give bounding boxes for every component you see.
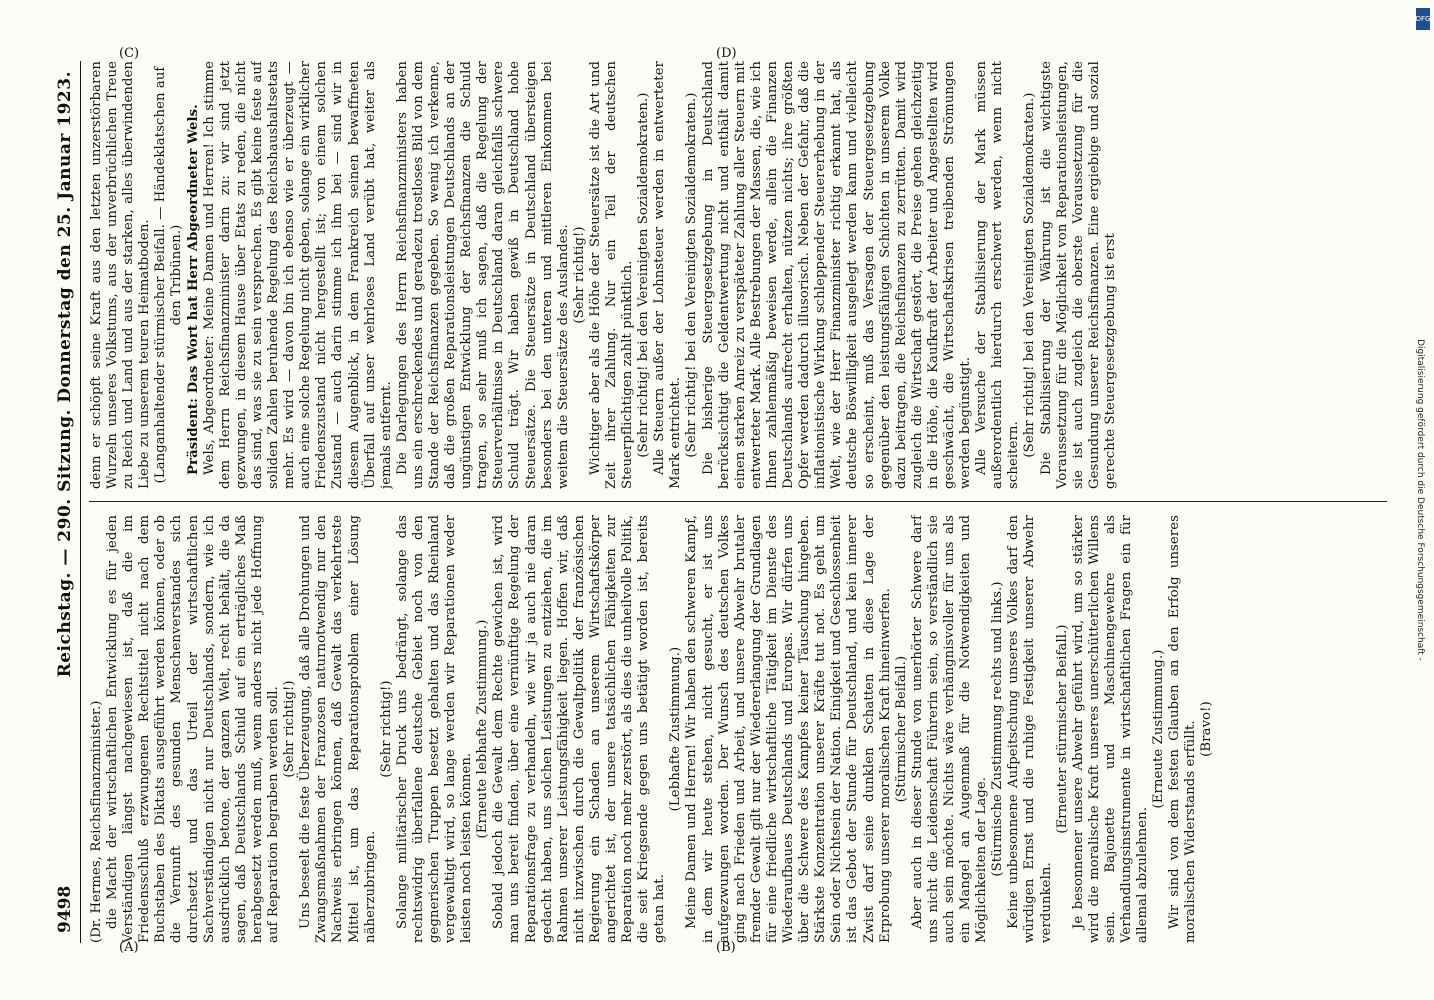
column-right (89, 61, 1387, 489)
paragraph: Solange militärischer Druck uns bedrängt, solange das rechtswidrig überfallene deutsche Gebiet noch von den gegnerischen Truppen besetzt gehalten und das Rheinland vergewaltigt wird, so lange werden wir Reparationen weder leisten noch leisten können. (394, 515, 475, 943)
interjection: (Erneute lebhafte Zustimmung.) (475, 619, 491, 839)
interjection: (Sehr richtig! bei den Vereinigten Sozialdemokraten.) (684, 92, 700, 458)
paragraph: Aber auch in dieser Stunde von unerhörter Schwere darf uns nicht die Leidenschaft Führerin sein, so verständlich sie auch sein möchte. Nichts wäre verhängnisvoller für uns als ein Mangel an Augenmaß für die Notwendigkeiten und Möglichkeiten der Lage. (909, 515, 990, 943)
interjection: (Sehr richtig! bei den Vereinigten Sozialdemokraten.) (636, 92, 652, 458)
paragraph: Wichtiger aber als die Höhe der Steuersätze ist die Art und Zeit ihrer Zahlung. Nur ein Teil der deutschen Steuerpflichtigen zahlt pünktlich. (587, 61, 636, 489)
paragraph: Die bisherige Steuergesetzgebung in Deutschland berücksichtigt die Geldentwertung nicht und enthält damit einen starken Anreiz zu verspäteter Zahlung aller Steuern mit entwerteter Mark. Alle Bestrebungen der Massen, die, wie ich Ihnen zahlenmäßig beweisen werde, allein die Finanzen Deutschlands aufrecht erhalten, nützen nichts; ihre größten Opfer werden dadurch illusorisch. Neben der Gefahr, daß die inflationistische Wirkung schleppender Steuererhebung in der Welt, wie der Herr Finanzminister richtig erkannt hat, als deutsche Böswilligkeit ausgelegt werden kann und vielleicht so erscheint, muß das Versagen der Steuergesetzgebung gegenüber den leistungsfähigen Schichten in unserem Volke dazu beitragen, die Reichsfinanzen zu zerrütten. Damit wird zugleich die Wirtschaft gestört, die Preise gehen gleichzeitig in die Höhe, die Kaufkraft der Arbeiter und Angestellten wird geschwächt, die Wirtschaftskrisen treibenden Strömungen werden begünstigt. (700, 61, 974, 489)
paragraph: denn er schöpft seine Kraft aus den letzten unzerstörbaren Wurzeln unseres Volkstums, aus der unverbrüchlichen Treue zu Reich und Land und aus der starken, alles überwindenden Liebe zu unserem teuren Heimatboden. (89, 61, 153, 489)
paragraph: die Macht der wirtschaftlichen Entwicklung es für jeden Verständigen längst nachgewiesen ist, daß die im Friedensschluß erzwungenen Rechtstitel nicht nach dem Buchstaben des Diktats ausgeführt werden können, oder ob die Vernunft des gesunden Menschenverstandes sich durchsetzt und das Urteil der wirtschaftlichen Sachverständigen nicht nur Deutschlands, sondern, wie ich ausdrücklich betone, der ganzen Welt, recht behält, die da sagen, daß Deutschlands Schuld auf ein erträgliches Maß herabgesetzt werden muß, wenn anders nicht jede Hoffnung auf Reparation begraben werden soll. (105, 515, 282, 943)
dfg-logo (1416, 8, 1430, 30)
paragraph: Alle Steuern außer der Lohnsteuer werden in entwerteter Mark entrichtet. (652, 61, 684, 489)
interjection: (Sehr richtig!) (571, 226, 587, 324)
page-number: 9498 (55, 885, 75, 933)
paragraph: Die Darlegungen des Herrn Reichsfinanzministers haben uns ein erschreckendes und geradezu trostloses Bild von dem Stande der Reichsfinanzen gegeben. So wenig ich verkenne, daß die großen Reparationsleistungen Deutschlands an der ungünstigen Entwicklung der Reichsfinanzen die Schuld tragen, so sehr muß ich sagen, daß die Regelung der Steuerverhältnisse in Deutschland daran gleichfalls schwere Schuld trägt. Wir haben gewiß in Deutschland hohe Steuersätze. Die Steuersätze in Deutschland übersteigen besonders bei den unteren und mittleren Einkommen bei weitem die Steuersätze des Auslandes. (394, 61, 571, 489)
interjection: (Stürmische Zustimmung rechts und links.) (990, 581, 1006, 877)
page-header (55, 61, 81, 943)
speaker-line: Präsident: Das Wort hat Herr Abgeordneter Wels. (185, 104, 201, 475)
newspaper-page (27, 15, 1407, 985)
interjection: (Langanhaltender stürmischer Beifall. — Händeklatschen auf den Tribünen.) (153, 66, 185, 484)
column-divider (89, 501, 1387, 502)
margin-marker-a: (A) (119, 940, 139, 955)
text-columns (89, 61, 1387, 943)
interjection: (Erneute Zustimmung.) (1151, 649, 1167, 809)
interjection: (Sehr richtig! bei den Vereinigten Sozialdemokraten.) (1022, 92, 1038, 458)
page-title: Reichstag. — 290. Sitzung. Donnerstag den 25. Januar 1923. (55, 71, 75, 678)
digitization-credit (1412, 10, 1428, 990)
paragraph: Sobald jedoch die Gewalt dem Rechte gewichen ist, wird man uns bereit finden, über eine vernünftige Regelung der Reparationsfrage zu verhandeln, wie wir ja auch nie daran gedacht haben, uns solchen Leistungen zu entziehen, die im Rahmen unserer Leistungsfähigkeit liegen. Hoffen wir, daß nicht inzwischen durch die Gewaltpolitik der französischen Regierung ein Schaden an unserem Wirtschaftskörper angerichtet ist, der unsere tatsächlichen Fähigkeiten zur Reparation noch mehr zerstört, als dies die unheilvolle Politik, die seit Kriegsende gegen uns betätigt worden ist, bereits getan hat. (491, 515, 668, 943)
interjection: (Bravo!) (1199, 701, 1215, 757)
interjection: (Stürmischer Beifall.) (893, 655, 909, 803)
column-left (89, 515, 1387, 943)
paragraph: Uns beseelt die feste Überzeugung, daß alle Drohungen und Zwangsmaßnahmen der Franzosen naturnotwendig nur den Nachweis erbringen können, daß Gewalt das verkehrteste Mittel ist, um das Reparationsproblem einer Lösung näherzubringen. (298, 515, 378, 943)
paragraph: Alle Versuche der Stabilisierung der Mark müssen außerordentlich hierdurch erschwert werden, wenn nicht scheitern. (974, 61, 1022, 489)
interjection: (Lebhafte Zustimmung.) (668, 646, 684, 812)
interjection: (Erneuter stürmischer Beifall.) (1054, 624, 1070, 834)
margin-marker-d: (D) (716, 46, 737, 61)
paragraph: Wir sind von dem festen Glauben an den Erfolg unseres moralischen Widerstands erfüllt. (1167, 515, 1199, 943)
interjection: (Sehr richtig!) (282, 680, 298, 778)
interjection: (Sehr richtig!) (378, 680, 394, 778)
paragraph: Meine Damen und Herren! Wir haben den schweren Kampf, in dem wir heute stehen, nicht gesucht, er ist uns aufgezwungen worden. Der Wunsch des deutschen Volkes ging nach Frieden und Arbeit, und unsere Abwehr brutaler fremder Gewalt gilt nur der Wiedererlangung der Grundlagen für eine friedliche wirtschaftliche Tätigkeit im Dienste des Wiederaufbaues Deutschlands und Europas. Wir dürfen uns über die Schwere des Kampfes keiner Täuschung hingeben. Stärkste Konzentration unserer Kräfte tut not. Es geht um Sein oder Nichtsein der Nation. Einigkeit und Geschlossenheit ist das Gebot der Stunde für Deutschland, und kein innerer Zwist darf seine dunklen Schatten in diese Lage der Erprobung unserer moralischen Kraft hineinwerfen. (684, 515, 893, 943)
speaker-continuation: (Dr. Hermes, Reichsfinanzminister.) (89, 700, 104, 943)
dfg-logo-text: DFG (1415, 15, 1431, 23)
paragraph: Die Stabilisierung der Währung ist die wichtigste Voraussetzung für die Möglichkeit von Reparationsleistungen, sie ist auch zugleich die oberste Voraussetzung für die Gesundung unserer Reichsfinanzen. Eine ergiebige und sozial gerechte Steuergesetzgebung ist erst (1038, 61, 1118, 489)
margin-marker-c: (C) (119, 46, 140, 61)
paragraph: Wels, Abgeordneter: Meine Damen und Herren! Ich stimme dem Herrn Reichsfinanzminister darin zu: wir sind jetzt gezwungen, in diesem Hause über Etats zu reden, die nicht das sind, was sie zu sein versprechen. Es gibt keine feste auf soliden Zahlen beruhende Regelung des Reichshaushaltsetats mehr. Es wird — davon bin ich ebenso wie er überzeugt — auch eine solche Regelung nicht geben, solange ein wirklicher Friedenszustand nicht hergestellt ist; von einem solchen Zustand — auch darin stimme ich ihm bei — sind wir in diesem Augenblick, in dem Frankreich seinen bewaffneten Überfall auf unser wehrloses Land verübt hat, weiter als jemals entfernt. (201, 61, 394, 489)
credit-text: Digitalisierung gefördert durch die Deutsche Forschungsgemeinschaft - (1415, 339, 1425, 661)
paragraph: Je besonnener unsere Abwehr geführt wird, um so stärker wird die moralische Kraft unseres unerschütterlichen Willens sein. Bajonette und Maschinengewehre als Verhandlungsinstrumente in wirtschaftlichen Fragen ein für allemal abzulehnen. (1070, 515, 1151, 943)
margin-marker-b: (B) (716, 940, 736, 955)
paragraph: Keine unbesonnene Aufpeitschung unseres Volkes darf den würdigen Ernst und die ruhige Festigkeit unserer Abwehr verdunkeln. (1006, 515, 1054, 943)
